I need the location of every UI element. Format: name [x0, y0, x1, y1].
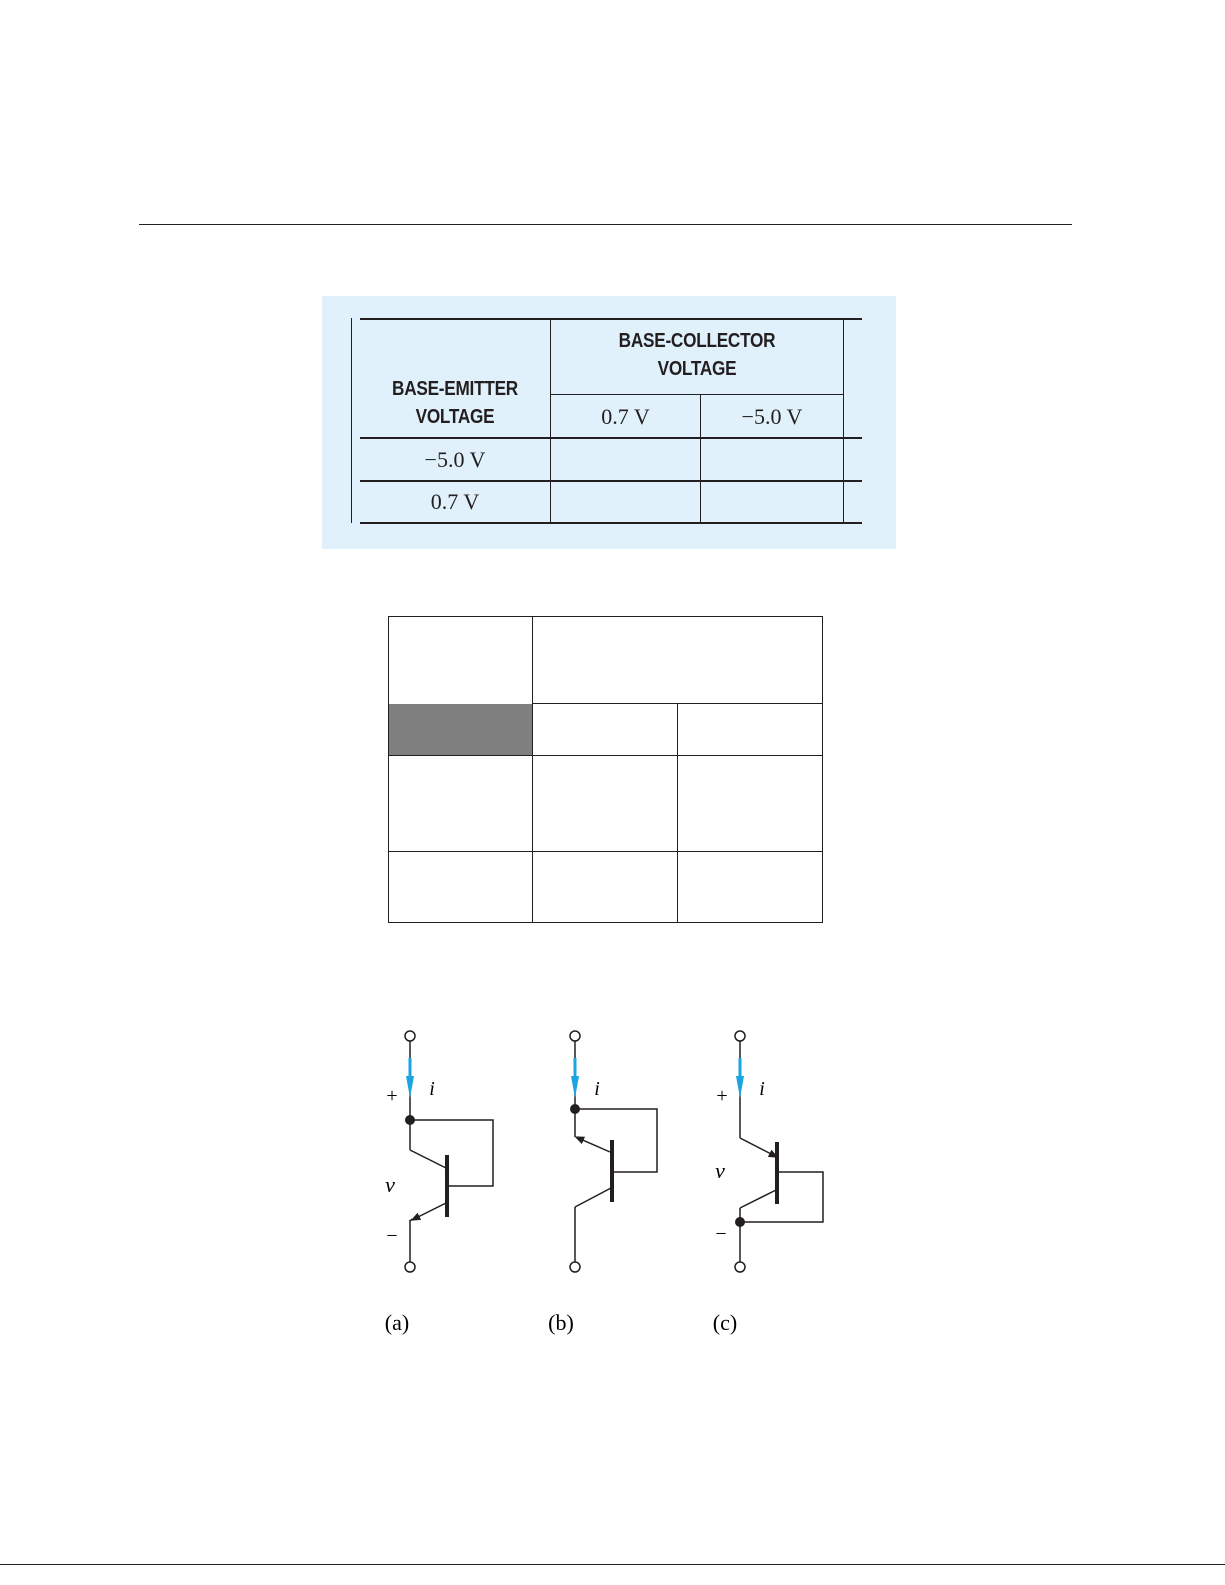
table-subheader-divider	[551, 394, 843, 395]
blank-table-divider	[389, 851, 822, 852]
minus-sign: −	[715, 1223, 727, 1245]
table-col-divider-3	[843, 319, 844, 523]
plus-sign: +	[386, 1085, 398, 1107]
blank-table-divider	[677, 704, 678, 922]
bottom-rule	[0, 1564, 1225, 1565]
circuit-c	[713, 1031, 823, 1335]
figure-label-c: (c)	[712, 1310, 738, 1335]
circuit-a	[385, 1031, 493, 1335]
col-header-cell: −5.0 V	[741, 404, 803, 429]
terminal-icon	[405, 1262, 415, 1272]
blank-table-divider	[532, 617, 533, 922]
terminal-icon	[570, 1031, 580, 1041]
col-group-header-line2: VOLTAGE	[657, 358, 737, 380]
table-left-bar	[351, 318, 352, 523]
terminal-icon	[570, 1262, 580, 1272]
table-row-divider	[360, 480, 862, 482]
current-label: i	[429, 1078, 435, 1100]
table-header-bottom-border	[360, 437, 862, 439]
row-label-cell: −5.0 V	[424, 447, 486, 472]
table-top-border	[360, 318, 862, 320]
current-label: i	[594, 1078, 600, 1100]
circuit-b	[548, 1031, 657, 1335]
blank-table-divider	[389, 755, 822, 756]
current-arrow-icon	[571, 1076, 579, 1098]
row-header-line1: BASE-EMITTER	[392, 378, 518, 400]
top-rule	[139, 224, 1072, 225]
row-label-cell: 0.7 V	[430, 489, 480, 514]
table-bottom-border	[360, 522, 862, 524]
terminal-icon	[735, 1031, 745, 1041]
shaded-corner-cell	[389, 704, 533, 756]
figure-label-b: (b)	[548, 1310, 574, 1335]
plus-sign: +	[716, 1085, 728, 1107]
row-header-line2: VOLTAGE	[415, 406, 495, 428]
current-arrow-icon	[736, 1076, 744, 1098]
node-dot-icon	[735, 1217, 745, 1227]
minus-sign: −	[386, 1225, 398, 1247]
terminal-icon	[735, 1262, 745, 1272]
transistor-circuits-figure	[370, 1020, 840, 1350]
current-label: i	[759, 1078, 765, 1100]
col-header-cell: 0.7 V	[601, 404, 650, 429]
blank-table	[388, 616, 823, 923]
voltage-label: v	[385, 1172, 395, 1197]
col-group-header-line1: BASE-COLLECTOR	[618, 330, 776, 352]
terminal-icon	[405, 1031, 415, 1041]
figure-label-a: (a)	[384, 1310, 410, 1335]
voltage-label: v	[715, 1158, 725, 1183]
